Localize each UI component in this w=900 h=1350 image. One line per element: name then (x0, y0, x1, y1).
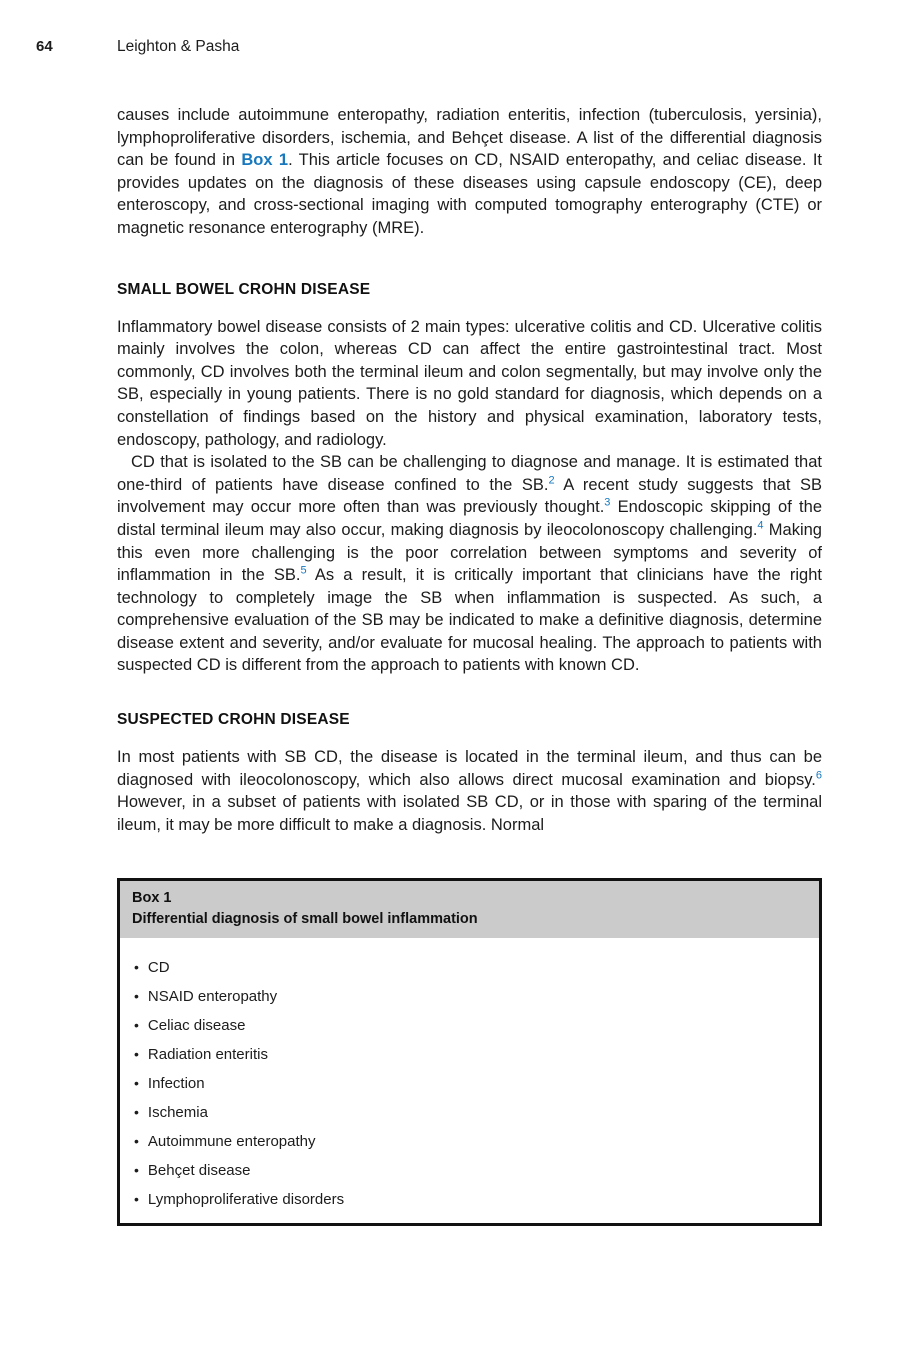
bullet-icon: • (134, 1075, 139, 1092)
reference-link-2[interactable]: 2 (548, 474, 555, 487)
running-head: Leighton & Pasha (117, 38, 240, 55)
bullet-icon: • (134, 1017, 139, 1034)
list-item-label: Radiation enteritis (147, 1046, 268, 1064)
list-item (134, 1102, 807, 1123)
box1-list (120, 938, 819, 1223)
paragraph-intro (117, 104, 822, 240)
bullet-icon: • (134, 988, 139, 1005)
list-item-label: NSAID enteropathy (147, 988, 278, 1006)
page-number: 64 (36, 38, 53, 55)
heading-suspected-crohn-disease: SUSPECTED CROHN DISEASE (117, 711, 350, 729)
list-item-label: Lymphoproliferative disorders (147, 1191, 345, 1209)
reference-link-6[interactable]: 6 (815, 769, 822, 782)
paragraph-suspected-cd (117, 746, 822, 836)
sbcd-text-5: As a result, it is critically important that clinicians have the right technology to completely image the SB when inflammation is suspected. As such, a comprehensive evaluation of the SB may be indicated to make a definitive diagnosis, determine disease extent and severity, and/or evaluate for mucosal healing. The approach to patients with suspected CD is different from the approach to patients with known CD. (117, 566, 822, 675)
sbcd-text-4: Making this even more challenging is the poor correlation between symptoms and severity of inflammation in the SB. (117, 520, 822, 585)
list-item (134, 1131, 807, 1152)
list-item (134, 957, 807, 978)
bullet-icon: • (134, 1104, 139, 1121)
list-item (134, 1044, 807, 1065)
suspected-text-1: In most patients with SB CD, the disease is located in the terminal ileum, and thus can be diagnosed with ileocolonoscopy, which also allows direct mucosal examination and biopsy. (117, 748, 822, 789)
box1-label: Box 1 (132, 890, 172, 907)
reference-link-5[interactable]: 5 (300, 564, 307, 577)
list-item (134, 1015, 807, 1036)
box1-crossref-link[interactable]: Box 1 (241, 151, 289, 170)
list-item (134, 1160, 807, 1181)
paragraph-isolated-sb-cd (117, 451, 822, 677)
bullet-icon: • (134, 1191, 139, 1208)
bullet-icon: • (134, 1162, 139, 1179)
list-item (134, 1189, 807, 1210)
list-item-label: Infection (147, 1075, 205, 1093)
suspected-text-2: However, in a subset of patients with isolated SB CD, or in those with sparing of the terminal ileum, it may be more difficult to make a diagnosis. Normal (117, 793, 822, 834)
bullet-icon: • (134, 1046, 139, 1063)
box1-header (120, 881, 819, 938)
sbcd-text-1: CD that is isolated to the SB can be challenging to diagnose and manage. It is estimated that one-third of patients have disease confined to the SB. (117, 453, 822, 494)
list-item (134, 1073, 807, 1094)
intro-text-1: causes include autoimmune enteropathy, radiation enteritis, infection (tuberculosis, yersinia), lymphoproliferative disorders, ischemia, and Behçet disease. A list of the differential diagnosis can be found in (117, 106, 822, 170)
intro-text-2: . This article focuses on CD, NSAID enteropathy, and celiac disease. It provides updates on the diagnosis of these diseases using capsule endoscopy (CE), deep enteroscopy, and cross-sectional imaging with computed tomography enterography (CTE) or magnetic resonance enterography (MRE). (117, 151, 822, 237)
list-item-label: Celiac disease (147, 1017, 246, 1035)
list-item-label: Behçet disease (147, 1162, 251, 1180)
sbcd-text-3: Endoscopic skipping of the distal terminal ileum may also occur, making diagnosis by ileocolonoscopy challenging. (117, 498, 822, 539)
bullet-icon: • (134, 1133, 139, 1150)
reference-link-4[interactable]: 4 (757, 519, 764, 532)
heading-small-bowel-crohn-disease: SMALL BOWEL CROHN DISEASE (117, 280, 371, 298)
article-body (117, 104, 822, 1226)
list-item-label: CD (147, 959, 170, 977)
list-item-label: Ischemia (147, 1104, 208, 1122)
sbcd-text-2: A recent study suggests that SB involvement may occur more often than was previously thought. (117, 475, 822, 517)
box1-title: Differential diagnosis of small bowel inflammation (132, 911, 478, 928)
list-item (134, 986, 807, 1007)
bullet-icon: • (134, 959, 139, 976)
paragraph-ibd-overview: Inflammatory bowel disease consists of 2 main types: ulcerative colitis and CD. Ulcerative colitis mainly involves the colon, whereas CD can affect the entire gastrointestinal tract. Most commonly, CD involves both the terminal ileum and colon segmentally, but may involve only the SB, especially in young patients. There is no gold standard for diagnosis, which depends on a constellation of findings based on the history and physical examination, laboratory tests, endoscopy, pathology, and radiology. (117, 317, 822, 449)
list-item-label: Autoimmune enteropathy (147, 1133, 316, 1151)
box1-panel (117, 878, 822, 1226)
reference-link-3[interactable]: 3 (604, 496, 611, 509)
